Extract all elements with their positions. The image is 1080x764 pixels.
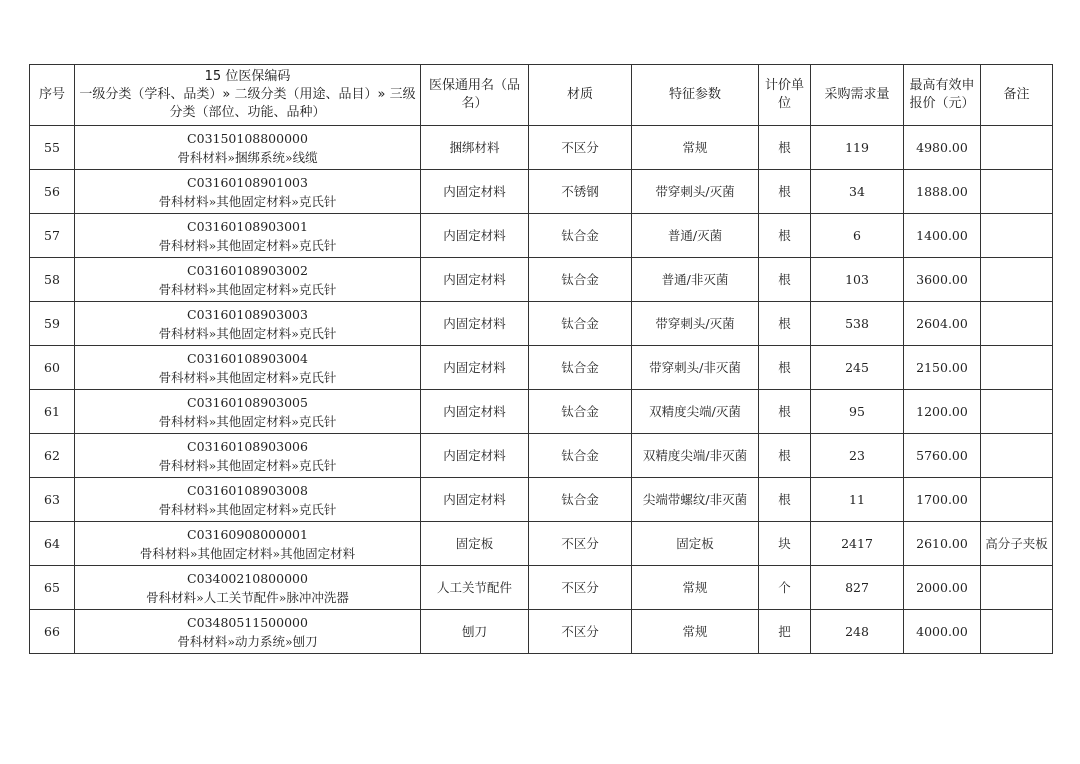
cell-price: 2610.00 xyxy=(904,522,981,566)
cell-note xyxy=(981,478,1053,522)
cell-feature: 双精度尖端/非灭菌 xyxy=(632,434,759,478)
cell-unit: 根 xyxy=(759,478,811,522)
cell-code-path: 骨科材料»其他固定材料»克氏针 xyxy=(158,325,337,341)
header-material: 材质 xyxy=(529,65,632,126)
cell-code-number: C03160108903004 xyxy=(187,350,308,366)
cell-material: 钛合金 xyxy=(529,346,632,390)
cell-code-path: 骨科材料»其他固定材料»克氏针 xyxy=(158,457,337,473)
cell-feature: 固定板 xyxy=(632,522,759,566)
header-price: 最高有效申报价（元） xyxy=(904,65,981,126)
table-body xyxy=(30,126,1053,654)
table-row xyxy=(30,390,1053,434)
cell-code-path: 骨科材料»其他固定材料»其他固定材料 xyxy=(139,545,356,561)
cell-note xyxy=(981,434,1053,478)
cell-code-number: C03160108903002 xyxy=(187,262,308,278)
cell-unit: 根 xyxy=(759,258,811,302)
cell-name: 内固定材料 xyxy=(421,346,529,390)
cell-code-number: C03160108903001 xyxy=(187,218,308,234)
cell-qty: 6 xyxy=(811,214,904,258)
header-code xyxy=(75,65,421,126)
cell-unit: 把 xyxy=(759,610,811,654)
cell-note xyxy=(981,170,1053,214)
cell-qty: 11 xyxy=(811,478,904,522)
cell-code xyxy=(75,170,421,214)
table-row xyxy=(30,522,1053,566)
cell-name: 内固定材料 xyxy=(421,302,529,346)
cell-code-number: C03160108903003 xyxy=(187,306,308,322)
cell-feature: 带穿刺头/灭菌 xyxy=(632,302,759,346)
cell-note xyxy=(981,610,1053,654)
cell-qty: 2417 xyxy=(811,522,904,566)
cell-unit: 根 xyxy=(759,302,811,346)
cell-unit: 根 xyxy=(759,170,811,214)
procurement-table xyxy=(29,64,1053,654)
cell-code xyxy=(75,390,421,434)
header-row xyxy=(30,65,1053,126)
cell-code-path: 骨科材料»其他固定材料»克氏针 xyxy=(158,281,337,297)
cell-note xyxy=(981,390,1053,434)
cell-price: 3600.00 xyxy=(904,258,981,302)
cell-seq: 55 xyxy=(30,126,75,170)
header-unit: 计价单位 xyxy=(759,65,811,126)
cell-unit: 根 xyxy=(759,214,811,258)
cell-unit: 根 xyxy=(759,390,811,434)
cell-qty: 34 xyxy=(811,170,904,214)
cell-note xyxy=(981,346,1053,390)
cell-code-path: 骨科材料»其他固定材料»克氏针 xyxy=(158,193,337,209)
cell-price: 1700.00 xyxy=(904,478,981,522)
table-row xyxy=(30,214,1053,258)
cell-qty: 119 xyxy=(811,126,904,170)
cell-seq: 59 xyxy=(30,302,75,346)
cell-price: 1888.00 xyxy=(904,170,981,214)
cell-name: 固定板 xyxy=(421,522,529,566)
cell-material: 不锈钢 xyxy=(529,170,632,214)
cell-code xyxy=(75,434,421,478)
cell-name: 内固定材料 xyxy=(421,390,529,434)
cell-code xyxy=(75,258,421,302)
cell-unit: 块 xyxy=(759,522,811,566)
cell-code xyxy=(75,302,421,346)
cell-feature: 带穿刺头/灭菌 xyxy=(632,170,759,214)
cell-seq: 58 xyxy=(30,258,75,302)
cell-code-number: C03160108901003 xyxy=(187,174,308,190)
cell-code-path: 骨科材料»人工关节配件»脉冲冲洗器 xyxy=(146,589,349,605)
cell-seq: 65 xyxy=(30,566,75,610)
cell-material: 钛合金 xyxy=(529,478,632,522)
cell-seq: 62 xyxy=(30,434,75,478)
cell-name: 内固定材料 xyxy=(421,170,529,214)
cell-price: 2000.00 xyxy=(904,566,981,610)
cell-price: 5760.00 xyxy=(904,434,981,478)
cell-note xyxy=(981,302,1053,346)
header-feature: 特征参数 xyxy=(632,65,759,126)
cell-code xyxy=(75,610,421,654)
cell-code-path: 骨科材料»其他固定材料»克氏针 xyxy=(158,237,337,253)
cell-feature: 常规 xyxy=(632,126,759,170)
table-row xyxy=(30,170,1053,214)
cell-name: 内固定材料 xyxy=(421,434,529,478)
cell-material: 不区分 xyxy=(529,522,632,566)
cell-code xyxy=(75,522,421,566)
cell-feature: 常规 xyxy=(632,566,759,610)
cell-code xyxy=(75,346,421,390)
cell-feature: 普通/灭菌 xyxy=(632,214,759,258)
cell-name: 内固定材料 xyxy=(421,478,529,522)
cell-feature: 普通/非灭菌 xyxy=(632,258,759,302)
cell-unit: 根 xyxy=(759,346,811,390)
cell-qty: 827 xyxy=(811,566,904,610)
cell-material: 钛合金 xyxy=(529,302,632,346)
cell-qty: 538 xyxy=(811,302,904,346)
cell-code xyxy=(75,126,421,170)
cell-name: 内固定材料 xyxy=(421,214,529,258)
cell-material: 钛合金 xyxy=(529,390,632,434)
cell-seq: 56 xyxy=(30,170,75,214)
cell-price: 2604.00 xyxy=(904,302,981,346)
cell-qty: 245 xyxy=(811,346,904,390)
cell-code xyxy=(75,214,421,258)
cell-seq: 63 xyxy=(30,478,75,522)
cell-code-number: C03160108903005 xyxy=(187,394,308,410)
cell-material: 钛合金 xyxy=(529,434,632,478)
cell-qty: 248 xyxy=(811,610,904,654)
table-row xyxy=(30,566,1053,610)
cell-name: 刨刀 xyxy=(421,610,529,654)
cell-qty: 23 xyxy=(811,434,904,478)
cell-code-number: C03150108800000 xyxy=(187,130,308,146)
table-row xyxy=(30,434,1053,478)
cell-code-number: C03400210800000 xyxy=(187,570,308,586)
cell-code-number: C03160908000001 xyxy=(187,526,308,542)
cell-code-path: 骨科材料»捆绑系统»线缆 xyxy=(177,149,318,165)
cell-seq: 64 xyxy=(30,522,75,566)
cell-price: 1200.00 xyxy=(904,390,981,434)
cell-code-path: 骨科材料»其他固定材料»克氏针 xyxy=(158,413,337,429)
cell-note xyxy=(981,126,1053,170)
cell-code xyxy=(75,478,421,522)
cell-qty: 103 xyxy=(811,258,904,302)
cell-name: 人工关节配件 xyxy=(421,566,529,610)
cell-unit: 根 xyxy=(759,434,811,478)
cell-feature: 双精度尖端/灭菌 xyxy=(632,390,759,434)
cell-feature: 带穿刺头/非灭菌 xyxy=(632,346,759,390)
cell-code-path: 骨科材料»其他固定材料»克氏针 xyxy=(158,501,337,517)
cell-material: 不区分 xyxy=(529,126,632,170)
cell-feature: 常规 xyxy=(632,610,759,654)
cell-name: 捆绑材料 xyxy=(421,126,529,170)
table-row xyxy=(30,346,1053,390)
header-code-line1: 15 位医保编码 xyxy=(204,69,291,84)
cell-material: 不区分 xyxy=(529,566,632,610)
cell-code-path: 骨科材料»动力系统»刨刀 xyxy=(177,633,318,649)
header-name: 医保通用名（品名） xyxy=(421,65,529,126)
cell-seq: 57 xyxy=(30,214,75,258)
cell-price: 4980.00 xyxy=(904,126,981,170)
cell-seq: 66 xyxy=(30,610,75,654)
cell-material: 钛合金 xyxy=(529,214,632,258)
table-row xyxy=(30,610,1053,654)
table-row xyxy=(30,126,1053,170)
cell-code-path: 骨科材料»其他固定材料»克氏针 xyxy=(158,369,337,385)
header-seq: 序号 xyxy=(30,65,75,126)
cell-material: 不区分 xyxy=(529,610,632,654)
table-row xyxy=(30,258,1053,302)
cell-price: 2150.00 xyxy=(904,346,981,390)
cell-price: 1400.00 xyxy=(904,214,981,258)
cell-unit: 根 xyxy=(759,126,811,170)
table-row xyxy=(30,478,1053,522)
cell-code-number: C03160108903008 xyxy=(187,482,308,498)
cell-material: 钛合金 xyxy=(529,258,632,302)
header-qty: 采购需求量 xyxy=(811,65,904,126)
table-row xyxy=(30,302,1053,346)
cell-price: 4000.00 xyxy=(904,610,981,654)
cell-qty: 95 xyxy=(811,390,904,434)
cell-note xyxy=(981,566,1053,610)
cell-feature: 尖端带螺纹/非灭菌 xyxy=(632,478,759,522)
cell-note xyxy=(981,258,1053,302)
header-code-line2: 一级分类（学科、品类）» 二级分类（用途、品目）» 三级分类（部位、功能、品种） xyxy=(79,87,416,120)
cell-seq: 61 xyxy=(30,390,75,434)
cell-code-number: C03480511500000 xyxy=(187,614,308,630)
cell-note xyxy=(981,214,1053,258)
cell-unit: 个 xyxy=(759,566,811,610)
cell-seq: 60 xyxy=(30,346,75,390)
cell-name: 内固定材料 xyxy=(421,258,529,302)
cell-code xyxy=(75,566,421,610)
cell-note: 高分子夹板 xyxy=(981,522,1053,566)
cell-code-number: C03160108903006 xyxy=(187,438,308,454)
header-note: 备注 xyxy=(981,65,1053,126)
